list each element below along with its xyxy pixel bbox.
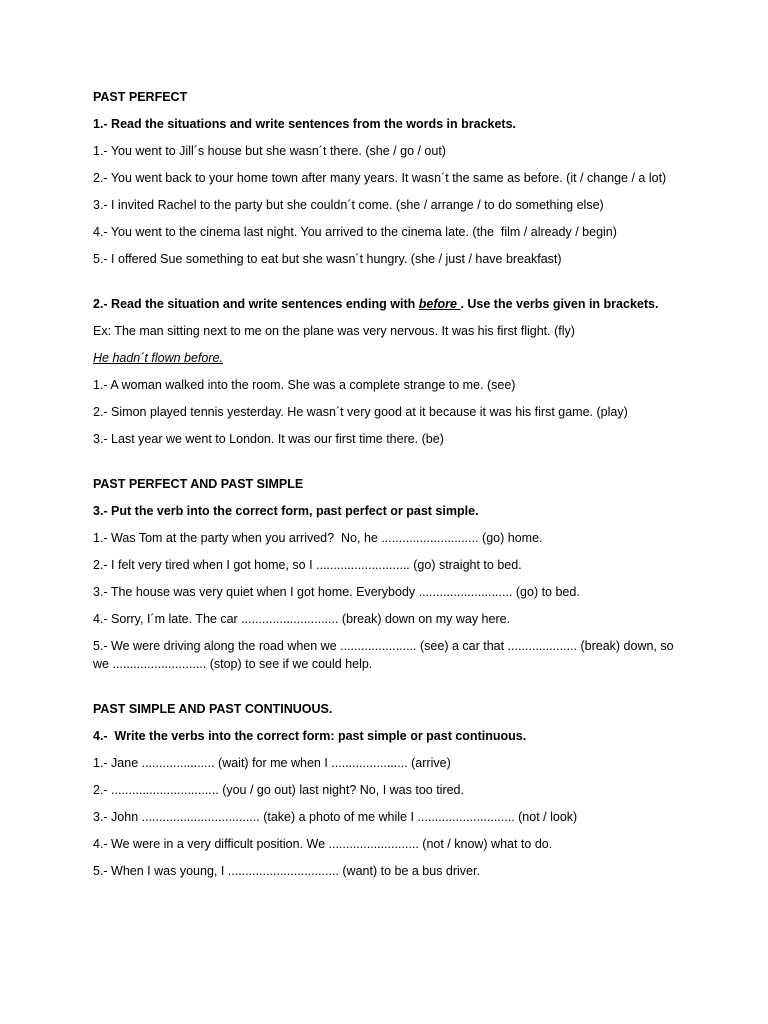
exercise-2-item-3: 3.- Last year we went to London. It was our first time there. (be) <box>93 432 444 446</box>
exercise-2-item-1: 1.- A woman walked into the room. She was a complete strange to me. (see) <box>93 378 516 392</box>
spacer <box>93 457 683 475</box>
exercise-4-item-2: 2.- ............................... (you / go out) last night? No, I was too tired. <box>93 783 464 797</box>
exercise-3-item-1: 1.- Was Tom at the party when you arrived? No, he ............................ (go) home. <box>93 531 543 545</box>
exercise-3-item-3: 3.- The house was very quiet when I got home. Everybody ........................... (go) to bed. <box>93 585 580 599</box>
exercise-2-keyword: before <box>418 297 461 311</box>
exercise-4-item-4: 4.- We were in a very difficult position. We .......................... (not / know) what to do. <box>93 837 553 851</box>
exercise-1-instruction: 1.- Read the situations and write sentences from the words in brackets. <box>93 117 517 131</box>
exercise-1-item-1: 1.- You went to Jill´s house but she wasn´t there. (she / go / out) <box>93 144 446 158</box>
exercise-3-item-5: 5.- We were driving along the road when we ...................... (see) a car that .................... (break) down, so we ........................... (stop) to see if we could help. <box>93 639 678 671</box>
exercise-2-instruction <box>93 295 683 313</box>
exercise-4-item-5: 5.- When I was young, I ................................ (want) to be a bus driver. <box>93 864 480 878</box>
exercise-4-item-1: 1.- Jane ..................... (wait) for me when I ...................... (arrive) <box>93 756 451 770</box>
spacer <box>93 682 683 700</box>
exercise-2-instruction-start: 2.- Read the situation and write sentences ending with <box>93 297 419 311</box>
exercise-1-item-3: 3.- I invited Rachel to the party but she couldn´t come. (she / arrange / to do something else) <box>93 198 604 212</box>
exercise-2-example-answer-line <box>93 349 683 367</box>
exercise-1-item-5: 5.- I offered Sue something to eat but she wasn´t hungry. (she / just / have breakfast) <box>93 252 562 266</box>
exercise-2-example: Ex: The man sitting next to me on the plane was very nervous. It was his first flight. (fly) <box>93 324 575 338</box>
section-heading-past-perfect-and-past-simple: PAST PERFECT AND PAST SIMPLE <box>93 477 304 491</box>
exercise-3-instruction: 3.- Put the verb into the correct form, past perfect or past simple. <box>93 504 479 518</box>
section-heading-past-simple-and-past-continuous: PAST SIMPLE AND PAST CONTINUOUS. <box>93 702 333 716</box>
section-heading-past-perfect: PAST PERFECT <box>93 90 188 104</box>
exercise-2-example-answer: He hadn´t flown before. <box>93 351 223 365</box>
exercise-4-instruction: 4.- Write the verbs into the correct form: past simple or past continuous. <box>93 729 527 743</box>
exercise-3-item-2: 2.- I felt very tired when I got home, so I ........................... (go) straight to bed. <box>93 558 522 572</box>
exercise-1-item-4: 4.- You went to the cinema last night. You arrived to the cinema late. (the film / already / begin) <box>93 225 617 239</box>
exercise-4-item-3: 3.- John .................................. (take) a photo of me while I ............................ (not / look) <box>93 810 578 824</box>
exercise-2-item-2: 2.- Simon played tennis yesterday. He wasn´t very good at it because it was his first game. (play) <box>93 405 628 419</box>
exercise-2-instruction-end: . Use the verbs given in brackets. <box>460 297 659 311</box>
exercise-1-item-2: 2.- You went back to your home town after many years. It wasn´t the same as before. (it / change / a lot) <box>93 171 667 185</box>
exercise-3-item-4: 4.- Sorry, I´m late. The car ............................ (break) down on my way here. <box>93 612 511 626</box>
spacer <box>93 277 683 295</box>
worksheet-page <box>93 88 683 889</box>
